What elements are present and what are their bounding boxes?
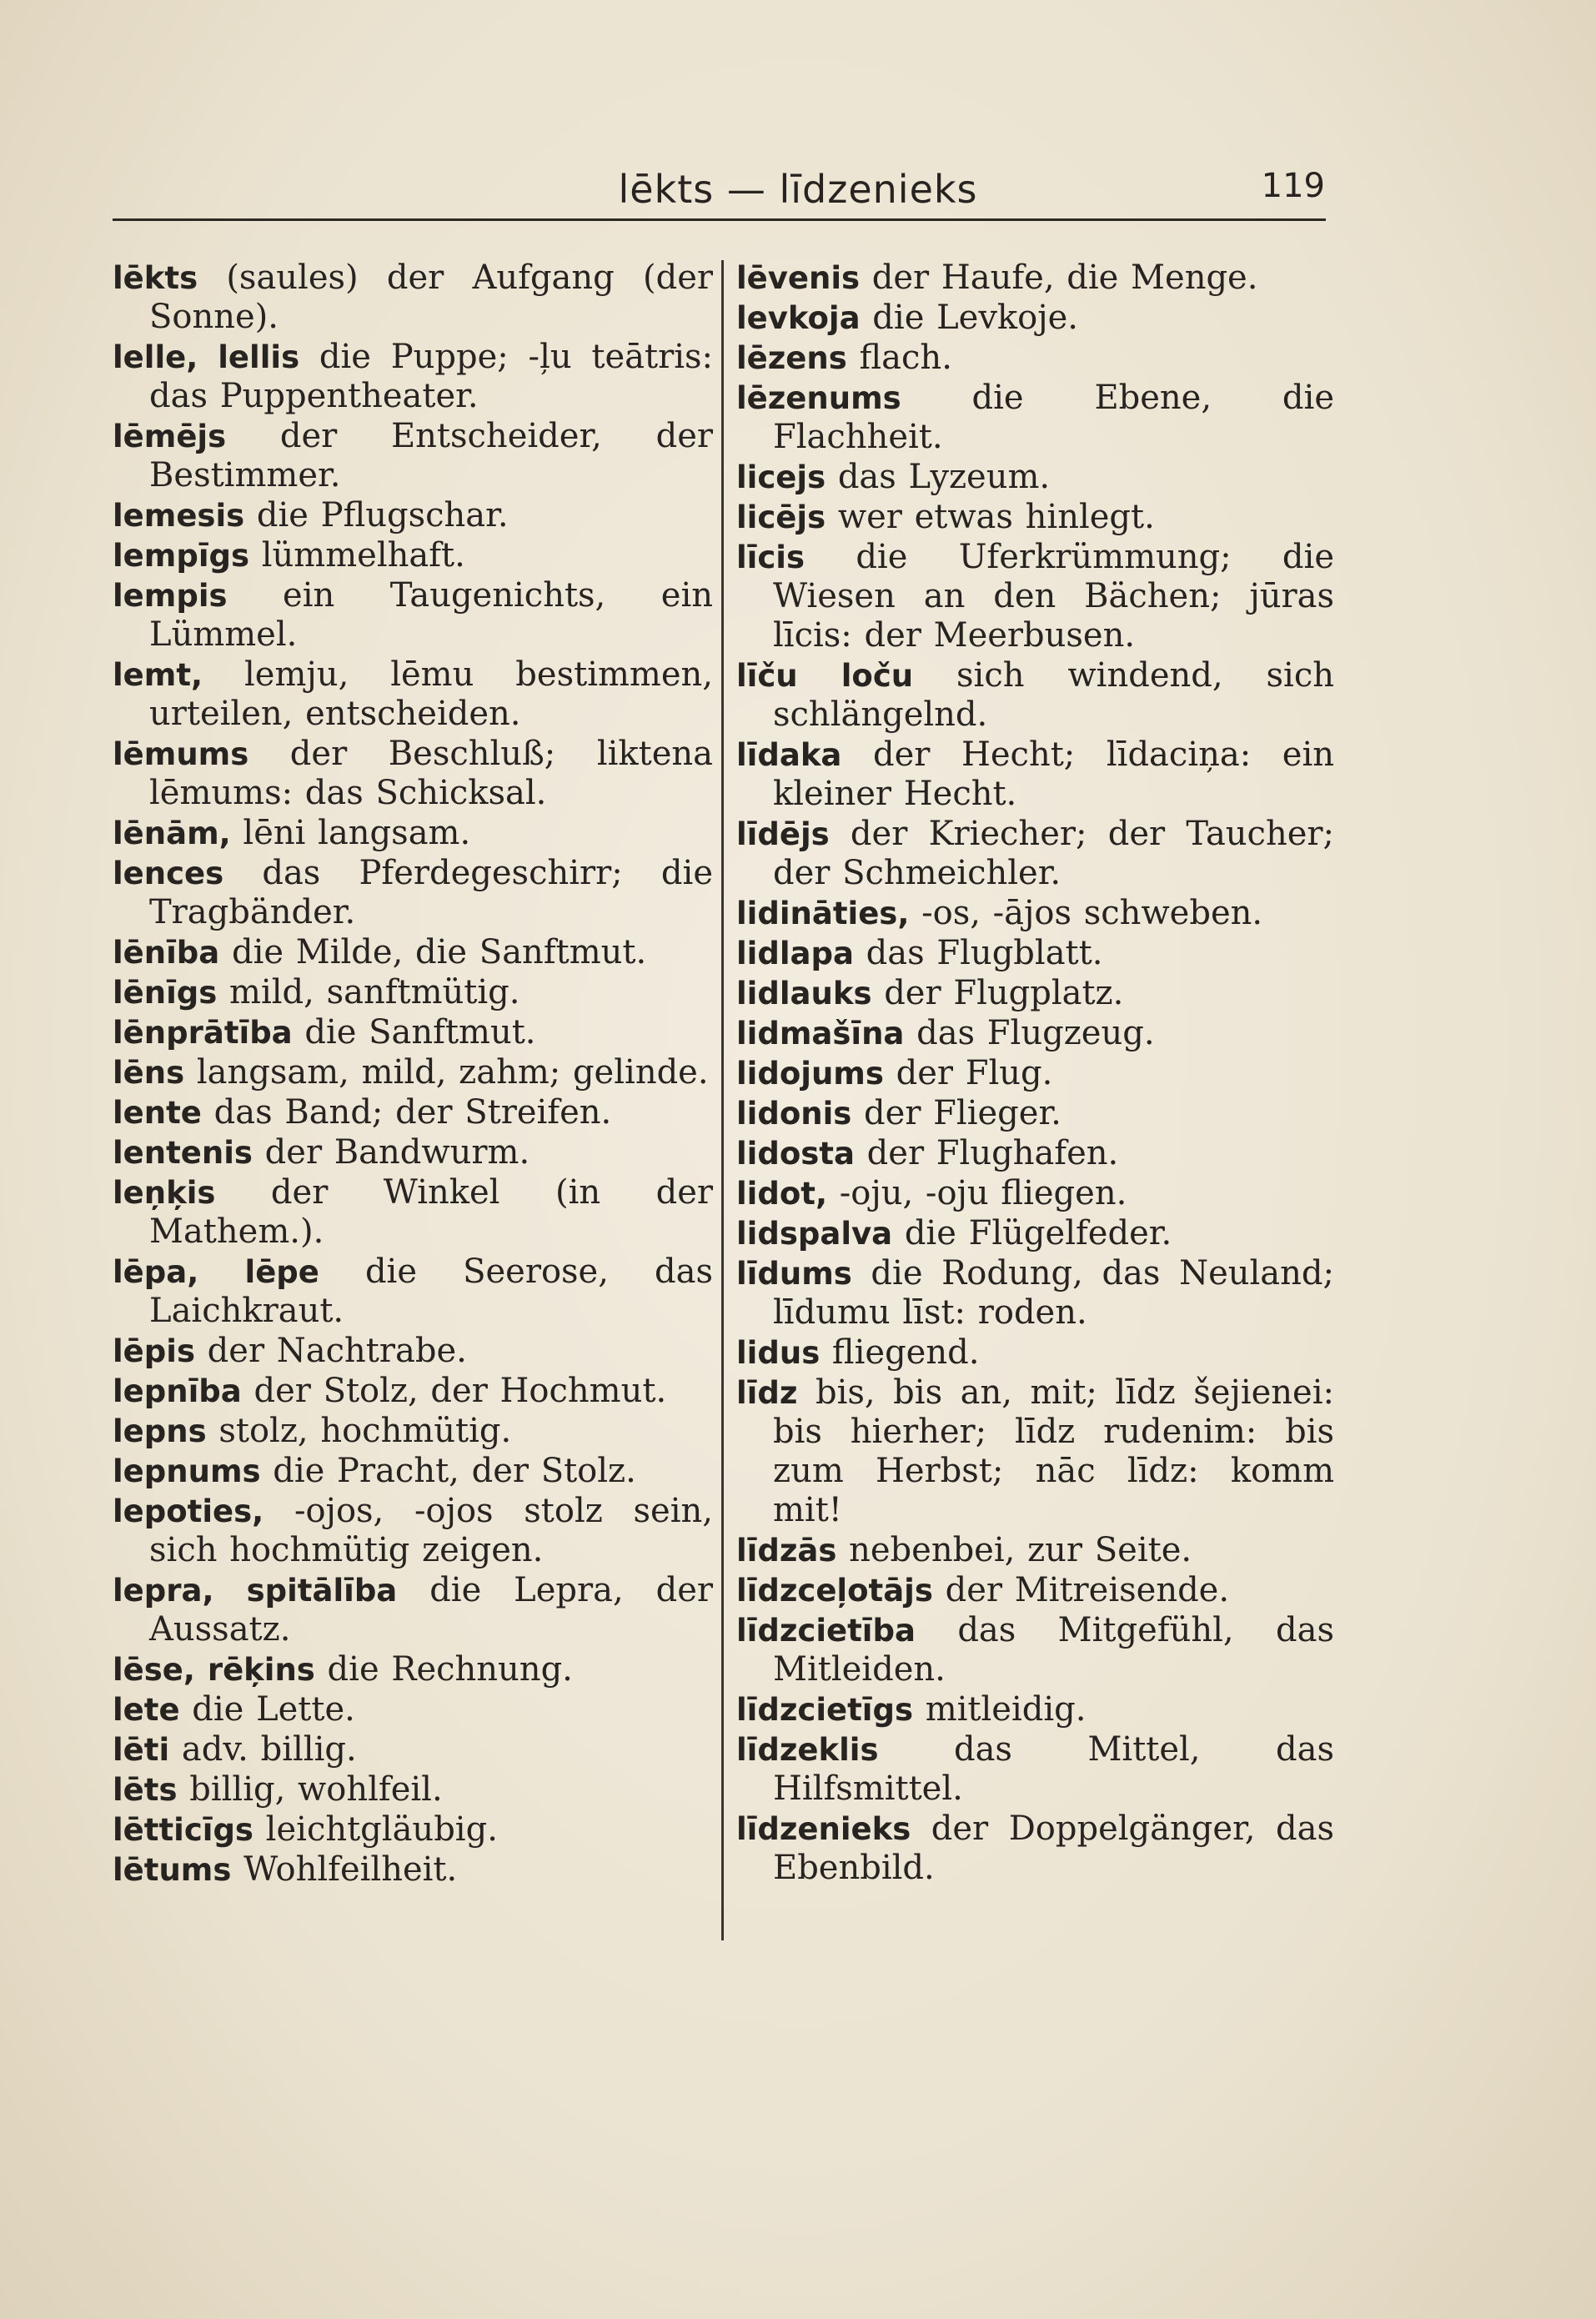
entry-definition: die Ebene, die Flachheit. (773, 379, 1334, 456)
entry-headword: līdz (736, 1375, 798, 1411)
dictionary-entry (113, 1133, 713, 1172)
entry-definition: fliegend. (820, 1333, 980, 1372)
entry-headword: levkoja (736, 300, 861, 336)
dictionary-entry (113, 1252, 713, 1331)
dictionary-entry (736, 1254, 1334, 1333)
entry-headword: lēnprātība (113, 1015, 293, 1051)
dictionary-entry (113, 854, 713, 932)
dictionary-entry (113, 417, 713, 495)
entry-headword: lemesis (113, 498, 245, 534)
entry-definition: der Haufe, die Menge. (860, 259, 1258, 297)
dictionary-entry (736, 1810, 1334, 1888)
dictionary-entry (113, 655, 713, 734)
entry-headword: līdzās (736, 1533, 837, 1569)
entry-headword: līdaka (736, 737, 842, 773)
entry-definition: -os, -ājos schweben. (909, 894, 1263, 932)
entry-definition: bis, bis an, mit; līdz šejienei: bis hierher; līdz rudenim: bis zum Herbst; nāc līdz: komm mit! (773, 1373, 1334, 1529)
dictionary-entry (113, 259, 713, 337)
entry-definition: das Flugzeug. (904, 1014, 1155, 1052)
entry-headword: lidināties, (736, 896, 910, 931)
entry-definition: die Pflugschar. (244, 496, 509, 535)
entry-definition: der Winkel (in der Mathem.). (149, 1173, 713, 1251)
dictionary-entry (736, 815, 1334, 893)
dictionary-entry (113, 338, 713, 416)
entry-headword: lelle, lellis (113, 339, 300, 375)
dictionary-entry (113, 1571, 713, 1649)
entry-headword: lēti (113, 1732, 170, 1768)
entry-definition: der Bandwurm. (252, 1133, 530, 1172)
entry-definition: -ojos, -ojos stolz sein, sich hochmütig zeigen. (149, 1492, 713, 1569)
dictionary-entry (736, 1611, 1334, 1689)
column-divider (721, 260, 724, 1940)
entry-definition: wer etwas hinlegt. (826, 498, 1155, 536)
entry-definition: die Puppe; -ļu teātris: das Puppentheater. (149, 338, 713, 415)
entry-headword: lēts (113, 1772, 178, 1808)
entry-definition: die Pracht, der Stolz. (260, 1452, 636, 1490)
dictionary-entry (113, 1770, 713, 1810)
dictionary-entry (736, 458, 1334, 497)
dictionary-entry (736, 1571, 1334, 1610)
entry-definition: langsam, mild, zahm; gelinde. (184, 1053, 709, 1092)
entry-headword: lepns (113, 1413, 207, 1449)
entry-definition: das Mittel, das Hilfsmittel. (773, 1730, 1334, 1808)
entry-definition: nebenbei, zur Seite. (836, 1531, 1192, 1569)
entry-headword: licējs (736, 499, 826, 535)
entry-definition: der Nachtrabe. (194, 1332, 467, 1370)
entry-headword: lidus (736, 1335, 821, 1371)
entry-definition: das Band; der Streifen. (201, 1093, 612, 1132)
entry-definition: die Flügelfeder. (892, 1214, 1172, 1252)
dictionary-entry (736, 1014, 1334, 1053)
entry-headword: līdzeklis (736, 1732, 879, 1768)
dictionary-entry (113, 933, 713, 972)
dictionary-entry (113, 814, 713, 853)
dictionary-entry (736, 379, 1334, 457)
entry-headword: lidlapa (736, 936, 854, 971)
entry-definition: das Lyzeum. (826, 458, 1051, 496)
entry-headword: lēmums (113, 736, 249, 772)
entry-headword: lete (113, 1692, 180, 1728)
entry-headword: lentenis (113, 1135, 253, 1171)
dictionary-entry (113, 1412, 713, 1451)
dictionary-entry (736, 1531, 1334, 1570)
entry-headword: lēkts (113, 260, 198, 296)
dictionary-entry (113, 1452, 713, 1491)
dictionary-entry (113, 536, 713, 575)
entry-headword: līdējs (736, 816, 830, 852)
entry-definition: der Beschluß; liktena lēmums: das Schicksal. (149, 735, 713, 812)
entry-headword: lepnība (113, 1373, 242, 1409)
dictionary-entry (113, 496, 713, 535)
dictionary-entry (113, 1372, 713, 1411)
entry-headword: lēzens (736, 340, 847, 376)
dictionary-entry (736, 259, 1334, 298)
entry-headword: lēvenis (736, 260, 861, 296)
entry-headword: lidmašīna (736, 1016, 905, 1052)
dictionary-entry (113, 1690, 713, 1729)
entry-headword: lēse, rēķins (113, 1652, 315, 1688)
entry-headword: licejs (736, 459, 826, 495)
dictionary-entry (736, 299, 1334, 338)
dictionary-entry (113, 1013, 713, 1052)
dictionary-entry (736, 974, 1334, 1013)
entry-definition: der Flugplatz. (871, 974, 1124, 1012)
entry-headword: līcis (736, 540, 806, 575)
entry-definition: der Flieger. (851, 1094, 1061, 1132)
entry-definition: die Levkoje. (860, 299, 1079, 337)
entry-definition: lēni langsam. (230, 814, 471, 852)
dictionary-entry (736, 1094, 1334, 1133)
entry-definition: lemju, lēmu bestimmen, urteilen, entscheiden. (149, 655, 713, 733)
entry-headword: lidlauks (736, 976, 872, 1011)
entry-headword: lidspalva (736, 1216, 893, 1252)
dictionary-entry (736, 1214, 1334, 1253)
entry-definition: der Hecht; līdaciņa: ein kleiner Hecht. (773, 735, 1334, 813)
entry-headword: līču loču (736, 658, 914, 694)
dictionary-entry (736, 934, 1334, 973)
dictionary-entry (113, 735, 713, 813)
entry-definition: die Lepra, der Aussatz. (149, 1571, 714, 1649)
entry-headword: līdzcietīgs (736, 1692, 913, 1728)
entry-headword: lēpis (113, 1333, 195, 1369)
entry-definition: die Lette. (179, 1690, 355, 1729)
entry-definition: flach. (846, 339, 952, 377)
entry-headword: līdzceļotājs (736, 1573, 933, 1609)
entry-definition: die Rodung, das Neuland; līdumu līst: roden. (773, 1254, 1334, 1332)
dictionary-entry (113, 1093, 713, 1132)
entry-definition: der Stolz, der Hochmut. (241, 1372, 667, 1410)
right-column (736, 259, 1334, 1889)
dictionary-entry (736, 1690, 1334, 1729)
dictionary-entry (113, 1492, 713, 1570)
entry-headword: lepra, spitālība (113, 1573, 398, 1609)
entry-definition: -oju, -oju fliegen. (827, 1174, 1127, 1212)
dictionary-entry (113, 1173, 713, 1252)
entry-headword: lēpa, lēpe (113, 1254, 319, 1290)
entry-headword: lēzenums (736, 380, 901, 416)
entry-headword: lempīgs (113, 538, 250, 574)
entry-headword: lēnīgs (113, 975, 218, 1011)
dictionary-entry (113, 1053, 713, 1092)
entry-definition: die Uferkrümmung; die Wiesen an den Bächen; jūras līcis: der Meerbusen. (773, 538, 1334, 655)
dictionary-entry (736, 1054, 1334, 1093)
entry-headword: lēnām, (113, 816, 231, 851)
entry-definition: das Flugblatt. (853, 934, 1103, 972)
entry-definition: (saules) der Aufgang (der Sonne). (149, 259, 713, 336)
entry-headword: lidonis (736, 1096, 852, 1132)
dictionary-entry (113, 576, 713, 655)
header-rule (113, 218, 1326, 221)
dictionary-entry (736, 339, 1334, 378)
entry-headword: lētums (113, 1852, 232, 1888)
entry-headword: lepoties, (113, 1493, 264, 1529)
entry-definition: mild, sanftmütig. (217, 973, 520, 1011)
entry-headword: lēns (113, 1055, 185, 1091)
entry-headword: lepnums (113, 1453, 261, 1489)
entry-headword: lidot, (736, 1176, 828, 1212)
dictionary-entry (736, 656, 1334, 735)
entry-headword: lidojums (736, 1056, 884, 1092)
dictionary-entry (113, 1650, 713, 1689)
entry-definition: das Mitgefühl, das Mitleiden. (773, 1611, 1334, 1689)
entry-definition: Wohlfeilheit. (231, 1850, 458, 1889)
entry-headword: lēnība (113, 935, 220, 971)
entry-definition: die Milde, die Sanftmut. (219, 933, 647, 971)
dictionary-entry (113, 1850, 713, 1890)
entry-definition: mitleidig. (912, 1690, 1087, 1729)
entry-headword: lences (113, 856, 224, 891)
dictionary-entry (736, 1134, 1334, 1173)
entry-definition: der Flughafen. (854, 1134, 1119, 1172)
dictionary-entry (736, 538, 1334, 655)
entry-definition: der Flug. (883, 1054, 1053, 1092)
entry-definition: der Mitreisende. (932, 1571, 1230, 1609)
running-header: lēkts — līdzenieks (618, 167, 978, 212)
page-number: 119 (1261, 167, 1325, 205)
entry-definition: sich windend, sich schlängelnd. (773, 656, 1334, 734)
entry-definition: das Pferdegeschirr; die Tragbänder. (149, 854, 713, 931)
entry-headword: līdums (736, 1256, 852, 1292)
dictionary-entry (113, 973, 713, 1012)
entry-headword: lemt, (113, 657, 203, 693)
entry-definition: stolz, hochmütig. (206, 1412, 512, 1450)
entry-headword: lētticīgs (113, 1812, 253, 1848)
entry-definition: billig, wohlfeil. (177, 1770, 443, 1809)
entry-headword: līdzcietība (736, 1613, 916, 1649)
dictionary-entry (736, 1333, 1334, 1373)
dictionary-entry (736, 1174, 1334, 1213)
dictionary-entry (736, 1730, 1334, 1809)
entry-definition: die Seerose, das Laichkraut. (149, 1252, 713, 1330)
left-column (113, 259, 713, 1890)
entry-definition: lümmelhaft. (249, 536, 465, 575)
entry-definition: der Entscheider, der Bestimmer. (149, 417, 713, 494)
entry-headword: lēmējs (113, 419, 227, 454)
entry-headword: lente (113, 1095, 202, 1131)
entry-definition: adv. billig. (169, 1730, 357, 1769)
entry-headword: lidosta (736, 1136, 855, 1172)
dictionary-entry (113, 1332, 713, 1371)
entry-definition: ein Taugenichts, ein Lümmel. (149, 576, 713, 654)
entry-headword: lempis (113, 578, 228, 614)
dictionary-entry (736, 735, 1334, 814)
dictionary-entry (736, 1373, 1334, 1530)
dictionary-entry (736, 498, 1334, 537)
dictionary-entry (113, 1810, 713, 1850)
entry-definition: der Kriecher; der Taucher; der Schmeichler. (773, 815, 1334, 892)
entry-headword: līdzenieks (736, 1811, 911, 1847)
entry-headword: leņķis (113, 1175, 216, 1211)
entry-definition: die Sanftmut. (292, 1013, 536, 1052)
entry-definition: leichtgläubig. (253, 1810, 498, 1849)
entry-definition: der Doppelgänger, das Ebenbild. (773, 1810, 1334, 1887)
entry-definition: die Rechnung. (314, 1650, 573, 1689)
dictionary-entry (736, 894, 1334, 933)
dictionary-entry (113, 1730, 713, 1769)
